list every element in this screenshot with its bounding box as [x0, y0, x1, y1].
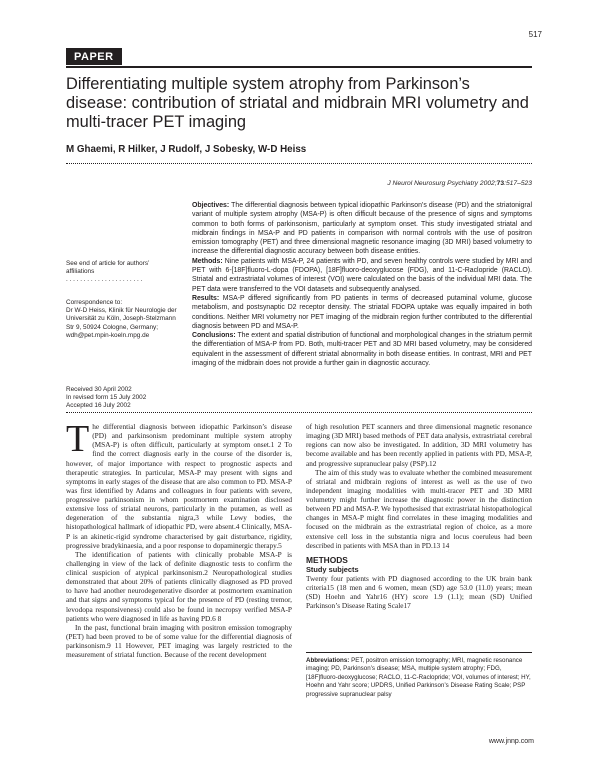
body-column-right — [306, 422, 532, 610]
abstract — [192, 201, 532, 368]
abstract-objectives — [192, 201, 532, 257]
citation-journal: J Neurol Neurosurg Psychiatry — [387, 180, 479, 187]
abstract-methods — [192, 257, 532, 294]
methods-text: Nine patients with MSA-P, 24 patients with PD, and seven healthy controls were studied by MRI and PET with 6-[18F]fluoro-L-dopa (FDOPA), [18F]fluoro-deoxyglucose (FDG), and 11-C-Raclopride (RACLO). Striatal and extrastriatal volumes of interest (VOI) were calculated on the basis of the individual MRI data. The PET data were transferred to the VOI datasets and subsequently analysed. — [192, 257, 532, 293]
section-tag: PAPER — [66, 48, 122, 65]
affiliations-note — [66, 260, 178, 285]
abbreviations-box — [306, 652, 532, 699]
article-title: Differentiating multiple system atrophy from Parkinson’s disease: contribution of striatal and midbrain MRI volumetry and multi-tracer PET imaging — [66, 75, 529, 131]
accepted-date: Accepted 16 July 2002 — [66, 402, 131, 410]
abbreviations-text: PET, positron emission tomography; MRI, magnetic resonance imaging; PD, Parkinson’s disease; MSA, multiple system atrophy; FDG, [18F]fluoro-deoxyglucose; RACLO, 11-C-Raclopride; VOI, volumes of interest; HY, Hoehn and Yahr score; UPDRS, Unified Parkinson’s Disease Rating Scale; PSP progressive supranuclear palsy — [306, 657, 531, 698]
body-paragraph: of high resolution PET scanners and three dimensional magnetic resonance imaging (3D MRI) based methods of PET data analysis, extrastriatal cerebral regions can now also be investigated. In addition, 3D MRI volumetry has become available and has been recently applied in patients with PD, MSA-P, and progressive supranuclear palsy (PSP).12 — [306, 422, 532, 468]
study-subjects-heading: Study subjects — [306, 564, 359, 574]
citation-pages: :517–523 — [504, 180, 532, 187]
body-column-left — [66, 418, 292, 660]
abstract-results — [192, 294, 532, 331]
journal-citation — [387, 180, 532, 187]
correspondence-note — [66, 299, 178, 340]
objectives-label: Objectives: — [192, 202, 230, 209]
abstract-conclusions — [192, 331, 532, 368]
body-paragraph: In the past, functional brain imaging with positron emission tomography (PET) had been proved to be of some value for the differential diagnosis of parkinsonism.9 11 However, PET imaging was largely restricted to the measurement of striatal function. Because of the recent development — [66, 622, 292, 660]
results-label: Results: — [192, 294, 220, 302]
dotted-divider-2 — [66, 412, 532, 413]
body-paragraph: The aim of this study was to evaluate whether the combined measurement of striatal and midbrain regions of interest as well as the use of two independent imaging modalities with multi-tracer PET and 3D MRI volumetry might further increase the diagnostic power in the distinction between PD and MSA-P. We hypothesised that extrastriatal histopathological changes in MSA-P might find correlates in these imaging modalities and focused on the midbrain as the extrastriatal region of choice, as a more extensive cell loss in the substantia nigra and locus coeruleus had been described in patients with MSA than in PD.13 14 — [306, 467, 532, 550]
header-rule — [66, 66, 532, 68]
results-text: MSA-P differed significantly from PD patients in terms of decreased putaminal volume, glucose metabolism, and postsynaptic D2 receptor density. The striatal FDOPA uptake was equally impaired in both conditions. Neither MRI volumetry nor PET imaging of the midbrain region further contributed to the differential diagnosis between PD and MSA-P. — [192, 294, 532, 330]
paragraph-text: he differential diagnosis between idiopathic Parkinson’s disease (PD) and parkinsonism predominant multiple system atrophy (MSA-P) is often difficult, particularly at symptom onset.1 2 To find the correct diagnosis early in the course of the disorder is, however, of major importance with respect to prognostic aspects and therapeutic strategies. In particular, MSA-P may present with signs and symptoms in early stages of the disease that are also common to PD. MSA-P was first identified by Adams and colleagues in four patients with severe, progressive parkinsonism in whom postmortem examination disclosed extensive loss of striatal neurons, particularly in the putamen, as well as degeneration of the substantia nigra,3 while Lewy bodies, the histopathological hallmark of idiopathic PD, were absent.4 Clinically, MSA-P is an akinetic-rigid syndrome characterised by gait disturbance, rigidity, progressive bradykinaesia, and a poor response to dopaminergic therapy.5 — [66, 422, 292, 550]
dotted-divider — [66, 163, 532, 164]
citation-year: 2002; — [479, 180, 497, 187]
body-paragraph — [66, 418, 292, 550]
journal-website[interactable]: www.jnnp.com — [488, 738, 534, 745]
correspondence-label: Correspondence to: — [66, 299, 123, 306]
dates-note — [66, 386, 178, 411]
affiliations-text: See end of article for authors’ affiliations — [66, 260, 150, 276]
body-paragraph: The identification of patients with clinically probable MSA-P is challenging in view of the lack of definite diagnostic tests to confirm the clinical suspicion of atypical parkinsonism.2 Neuropathological studies demonstrated that about 20% of patients clinically diagnosed as PD proved to have had another neurodegenerative disorder at postmortem examination and that signs and symptoms typical for the presence of PD (resting tremor, levodopa responsiveness) could also be found in necropsy verified MSA-P patients who were diagnosed in life as having PD.6 8 — [66, 549, 292, 623]
methods-heading: METHODS — [306, 554, 348, 565]
objectives-text: The differential diagnosis between typical idiopathic Parkinson’s disease (PD) and the striatonigral variant of multiple system atrophy (MSA-P) is often difficult because of the presence of signs and symptoms common to both forms of parkinsonism, particularly at symptom onset. This study investigated striatal and midbrain findings in MSA-P and PD patients in comparison with normal controls with the use of positron emission tomography (PET) and three dimensional magnetic resonance imaging (3D MRI) based volumetry to increase the differential diagnostic accuracy between both disease entities. — [192, 202, 532, 256]
abbreviations-label: Abbreviations: — [306, 657, 350, 664]
page-number: 517 — [528, 30, 542, 39]
revised-date: In revised form 15 July 2002 — [66, 394, 147, 402]
received-date: Received 30 April 2002 — [66, 386, 132, 393]
conclusions-text: The extent and spatial distribution of functional and morphological changes in the striatum permit the differentiation of MSA-P from PD. Both, multi-tracer PET and 3D MRI based volumetry, may be considered equivalent in the assessment of different striatal abnormality in both disease entities. In contrast, MRI and PET imaging of the midbrain does not provide a further gain in diagnostic accuracy. — [192, 332, 533, 368]
methods-label: Methods: — [192, 257, 223, 265]
correspondence-text: Dr W-D Heiss, Klinik für Neurologie der Universität zu Köln, Joseph-Stelzmann Str 9, 50924 Cologne, Germany; wdh@pet.mpin-koeln.mpg.de — [66, 307, 177, 339]
citation-volume: 73 — [496, 180, 505, 187]
body-paragraph: Twenty four patients with PD diagnosed according to the UK brain bank criteria15 (18 men and 6 women, mean (SD) age 53.0 (11.0) years; mean (SD) Hoehn and Yahr16 (HY) score 1.9 (1.1); mean (SD) Unified Parkinson’s Disease Rating Scale17 — [306, 573, 532, 611]
drop-cap: T — [66, 418, 90, 460]
conclusions-label: Conclusions: — [192, 332, 236, 340]
author-list: M Ghaemi, R Hilker, J Rudolf, J Sobesky, W-D Heiss — [66, 144, 307, 155]
sidenote-dots: . . . . . . . . . . . . . . . . . . . . . . — [66, 276, 143, 284]
